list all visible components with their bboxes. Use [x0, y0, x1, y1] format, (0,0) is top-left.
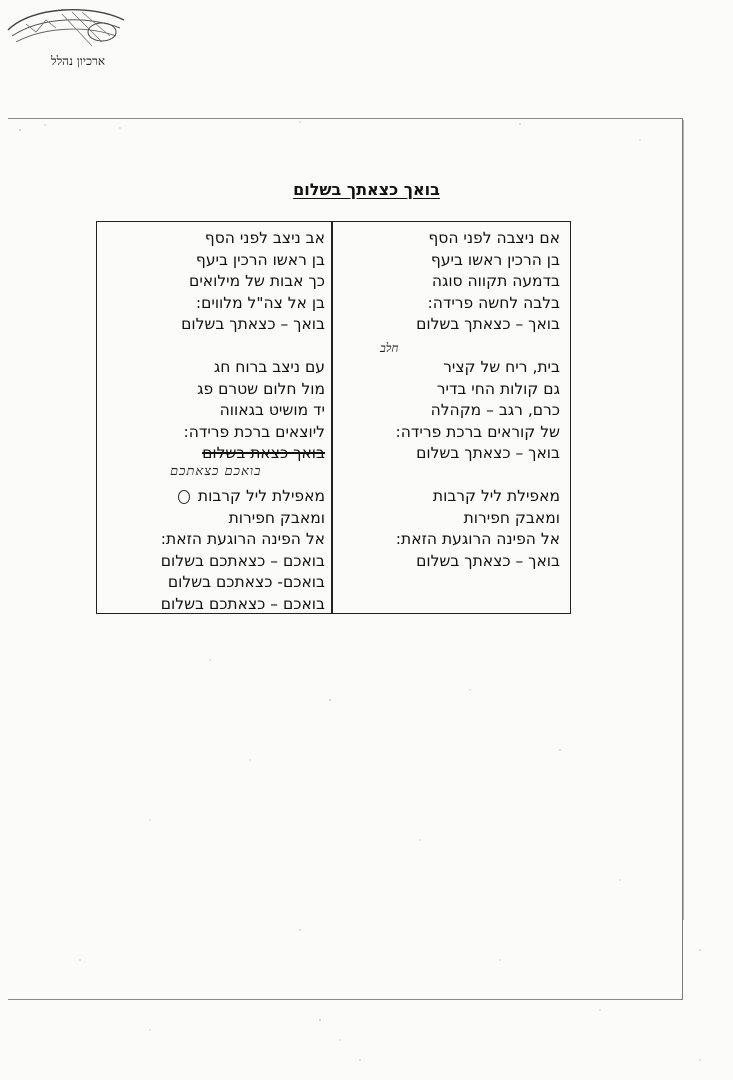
- poem-line: אם ניצבה לפני הסף: [428, 229, 560, 247]
- poem-line: יד מושיט בגאווה: [219, 401, 325, 419]
- poem-line: גם קולות החי בדיר: [436, 379, 560, 398]
- archive-logo: [0, 0, 140, 80]
- poem-line: כך אבות של מילואים: [189, 272, 325, 290]
- handwritten-note: חלב: [380, 341, 399, 355]
- poem-line: בית, ריח של קציר: [443, 358, 560, 376]
- handwritten-mark: [178, 490, 190, 504]
- poem-line: אל הפינה הרוגעת הזאת:: [395, 530, 560, 548]
- poem-line: מאפילת ליל קרבות: [197, 487, 325, 505]
- poem-line: בואכם – כצאתכם בשלום: [160, 551, 325, 570]
- poem-line: ליוצאים ברכת פרידה:: [183, 422, 325, 441]
- stanza: [340, 228, 560, 336]
- poem-line: בואך – כצאתך בשלום: [416, 444, 560, 462]
- poem-column-left: [99, 228, 325, 637]
- stanza: [99, 228, 325, 336]
- poem-line: כרם, רגב – מקהלה: [430, 401, 560, 419]
- poem-line: בואך – כצאתך בשלום: [416, 551, 560, 570]
- struck-poem-line: בואך כצאת בשלום: [202, 444, 325, 462]
- poem-line: ומאבק חפירות: [228, 508, 325, 527]
- poem-line: מאפילת ליל קרבות: [432, 487, 560, 505]
- poem-line: בואכם- כצאתכם בשלום: [167, 573, 325, 591]
- stanza: [340, 357, 560, 465]
- poem-line: מול חלום שטרם פג: [197, 379, 325, 398]
- poem-line: בן הרכין ראשו ביעף: [430, 250, 560, 269]
- stanza: [99, 357, 325, 465]
- archive-emblem-icon: [2, 2, 132, 62]
- poem-line: בואכם – כצאתכם בשלום: [160, 594, 325, 613]
- poem-line: ומאבק חפירות: [463, 508, 560, 527]
- poem-line: בואך – כצאתך בשלום: [181, 315, 325, 333]
- page-edge-line: [683, 120, 684, 920]
- poem-line: בדמעה תקווה סוגה: [431, 272, 560, 290]
- poem-line: בלבה לחשה פרידה:: [427, 293, 560, 312]
- stanza: [99, 486, 325, 615]
- column-divider: [331, 222, 333, 613]
- poem-table: [96, 221, 571, 614]
- poem-line: אל הפינה הרוגעת הזאת:: [160, 530, 325, 548]
- poem-column-right: [340, 228, 560, 594]
- poem-line: בואך – כצאתך בשלום: [416, 315, 560, 333]
- archive-name: ארכיון נהלל: [50, 54, 106, 68]
- document-title: בואך כצאתך בשלום: [293, 180, 440, 199]
- poem-line: אב ניצב לפני הסף: [204, 229, 325, 247]
- stanza: [340, 486, 560, 572]
- poem-line: בן אל צה"ל מלווים:: [195, 293, 325, 312]
- handwritten-correction: בואכם כצאתכם: [170, 464, 262, 479]
- poem-line: בן ראשו הרכין ביעף: [195, 250, 325, 269]
- poem-line: של קוראים ברכת פרידה:: [395, 422, 560, 441]
- poem-line: עם ניצב ברוח חג: [213, 358, 325, 376]
